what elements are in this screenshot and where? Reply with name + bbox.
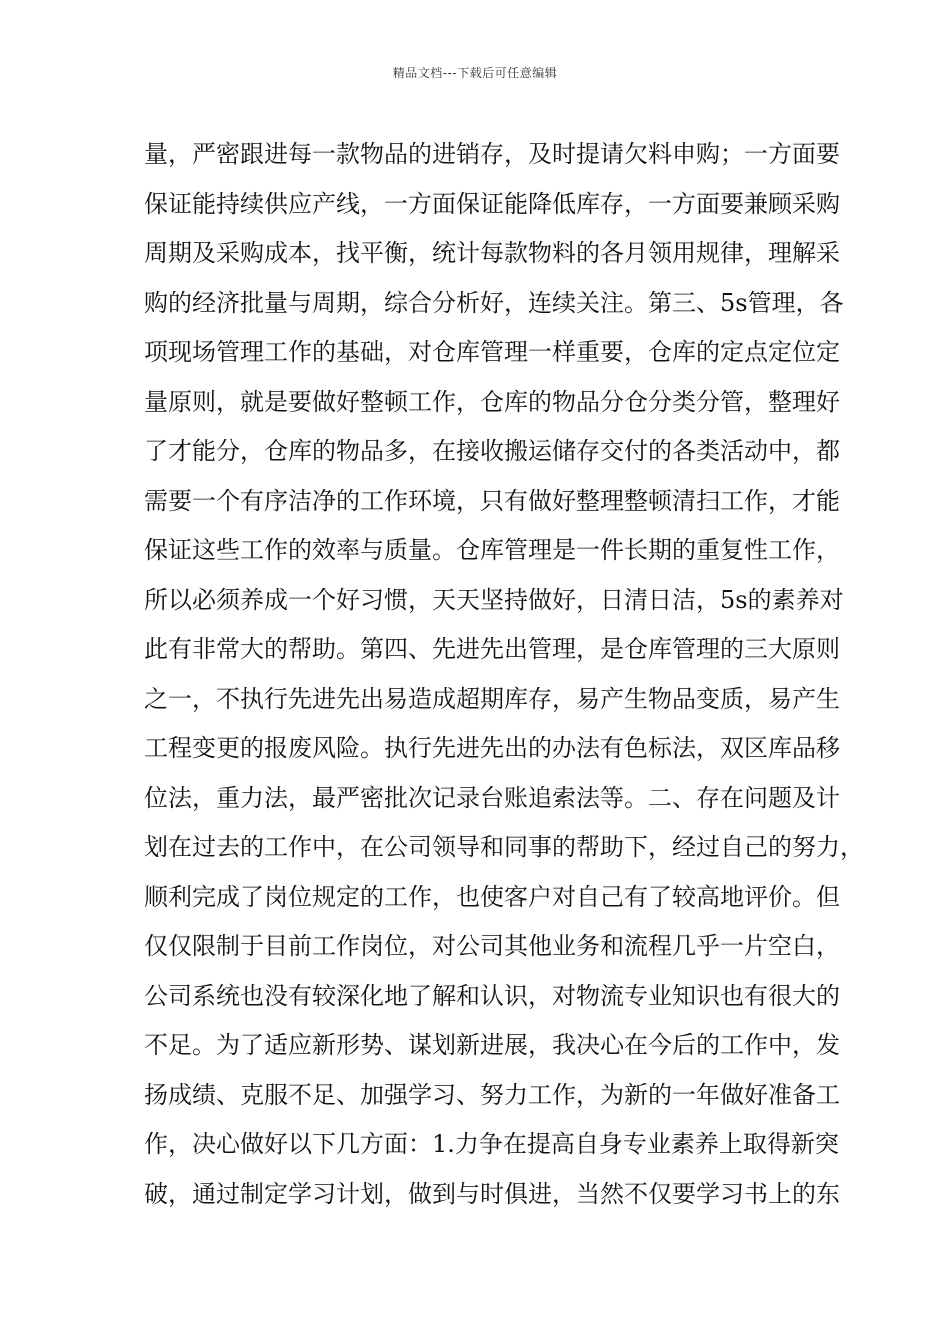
text-line: 公 司 系 统 也 没 有 较 深 化 地 了 解 和 认 识 ， 对 物 流 专 业 知 识 也 有 很 大 的 xyxy=(144,981,840,1010)
text-line: 所 以 必 须 养 成 一 个 好 习 惯 ， 天 天 坚 持 做 好 ， 日 清 日 洁 ， 5 s 的 素 养 对 xyxy=(144,585,844,614)
page-header: 精品文档---下载后可任意编辑 xyxy=(392,66,558,80)
text-line: 之 一 ， 不 执 行 先 进 先 出 易 造 成 超 期 库 存 ， 易 产 生 物 品 变 质 ， 易 产 生 xyxy=(144,684,840,713)
text-line: 位 法 ， 重 力 法 ， 最 严 密 批 次 记 录 台 账 追 索 法 等 。 二 、 存 在 问 题 及 计 xyxy=(144,783,840,812)
text-line: 需 要 一 个 有 序 洁 净 的 工 作 环 境 ， 只 有 做 好 整 理 整 顿 清 扫 工 作 ， 才 能 xyxy=(144,486,840,515)
text-line: 量 原 则 ， 就 是 要 做 好 整 顿 工 作 ， 仓 库 的 物 品 分 仓 分 类 分 管 ， 整 理 好 xyxy=(144,387,840,416)
text-line: 此 有 非 常 大 的 帮 助 。 第 四 、 先 进 先 出 管 理 ， 是 仓 库 管 理 的 三 大 原 则 xyxy=(144,635,840,663)
text-line: 不 足 。 为 了 适 应 新 形 势 、 谋 划 新 进 展 ， 我 决 心 在 今 后 的 工 作 中 ， 发 xyxy=(144,1031,840,1059)
body-text xyxy=(144,130,864,1219)
text-line: 划 在 过 去 的 工 作 中 ， 在 公 司 领 导 和 同 事 的 帮 助 下 ， 经 过 自 己 的 努 力 ， xyxy=(144,833,864,861)
text-line: 工 程 变 更 的 报 废 风 险 。 执 行 先 进 先 出 的 办 法 有 色 标 法 ， 双 区 库 品 移 xyxy=(144,734,840,762)
text-line: 保 证 这 些 工 作 的 效 率 与 质 量 。 仓 库 管 理 是 一 件 长 期 的 重 复 性 工 作 ， xyxy=(144,536,840,564)
text-line: 周 期 及 采 购 成 本 ， 找 平 衡 ， 统 计 每 款 物 料 的 各 月 领 用 规 律 ， 理 解 采 xyxy=(144,239,840,267)
text-line: 顺 利 完 成 了 岗 位 规 定 的 工 作 ， 也 使 客 户 对 自 己 有 了 较 高 地 评 价 。 但 xyxy=(144,882,840,911)
text-line: 了 才 能 分 ， 仓 库 的 物 品 多 ， 在 接 收 搬 运 储 存 交 付 的 各 类 活 动 中 ， 都 xyxy=(144,437,840,465)
text-line: 作 ， 决 心 做 好 以 下 几 方 面 ： 1 . 力 争 在 提 高 自 身 专 业 素 养 上 取 得 新 突 xyxy=(144,1130,839,1158)
text-line: 项 现 场 管 理 工 作 的 基 础 ， 对 仓 库 管 理 一 样 重 要 ， 仓 库 的 定 点 定 位 定 xyxy=(144,338,840,366)
text-line: 扬 成 绩 、 克 服 不 足 、 加 强 学 习 、 努 力 工 作 ， 为 新 的 一 年 做 好 准 备 工 xyxy=(144,1080,840,1109)
text-line: 购 的 经 济 批 量 与 周 期 ， 综 合 分 析 好 ， 连 续 关 注 。 第 三 、 5 s 管 理 ， 各 xyxy=(144,288,844,317)
text-line: 保 证 能 持 续 供 应 产 线 ， 一 方 面 保 证 能 降 低 库 存 ， 一 方 面 要 兼 顾 采 购 xyxy=(144,189,840,218)
text-line: 仅 仅 限 制 于 目 前 工 作 岗 位 ， 对 公 司 其 他 业 务 和 流 程 几 乎 一 片 空 白 ， xyxy=(144,932,840,960)
text-line: 破 ， 通 过 制 定 学 习 计 划 ， 做 到 与 时 俱 进 ， 当 然 不 仅 要 学 习 书 上 的 东 xyxy=(144,1179,840,1208)
text-line: 量 ， 严 密 跟 进 每 一 款 物 品 的 进 销 存 ， 及 时 提 请 欠 料 申 购 ； 一 方 面 要 xyxy=(144,140,840,168)
